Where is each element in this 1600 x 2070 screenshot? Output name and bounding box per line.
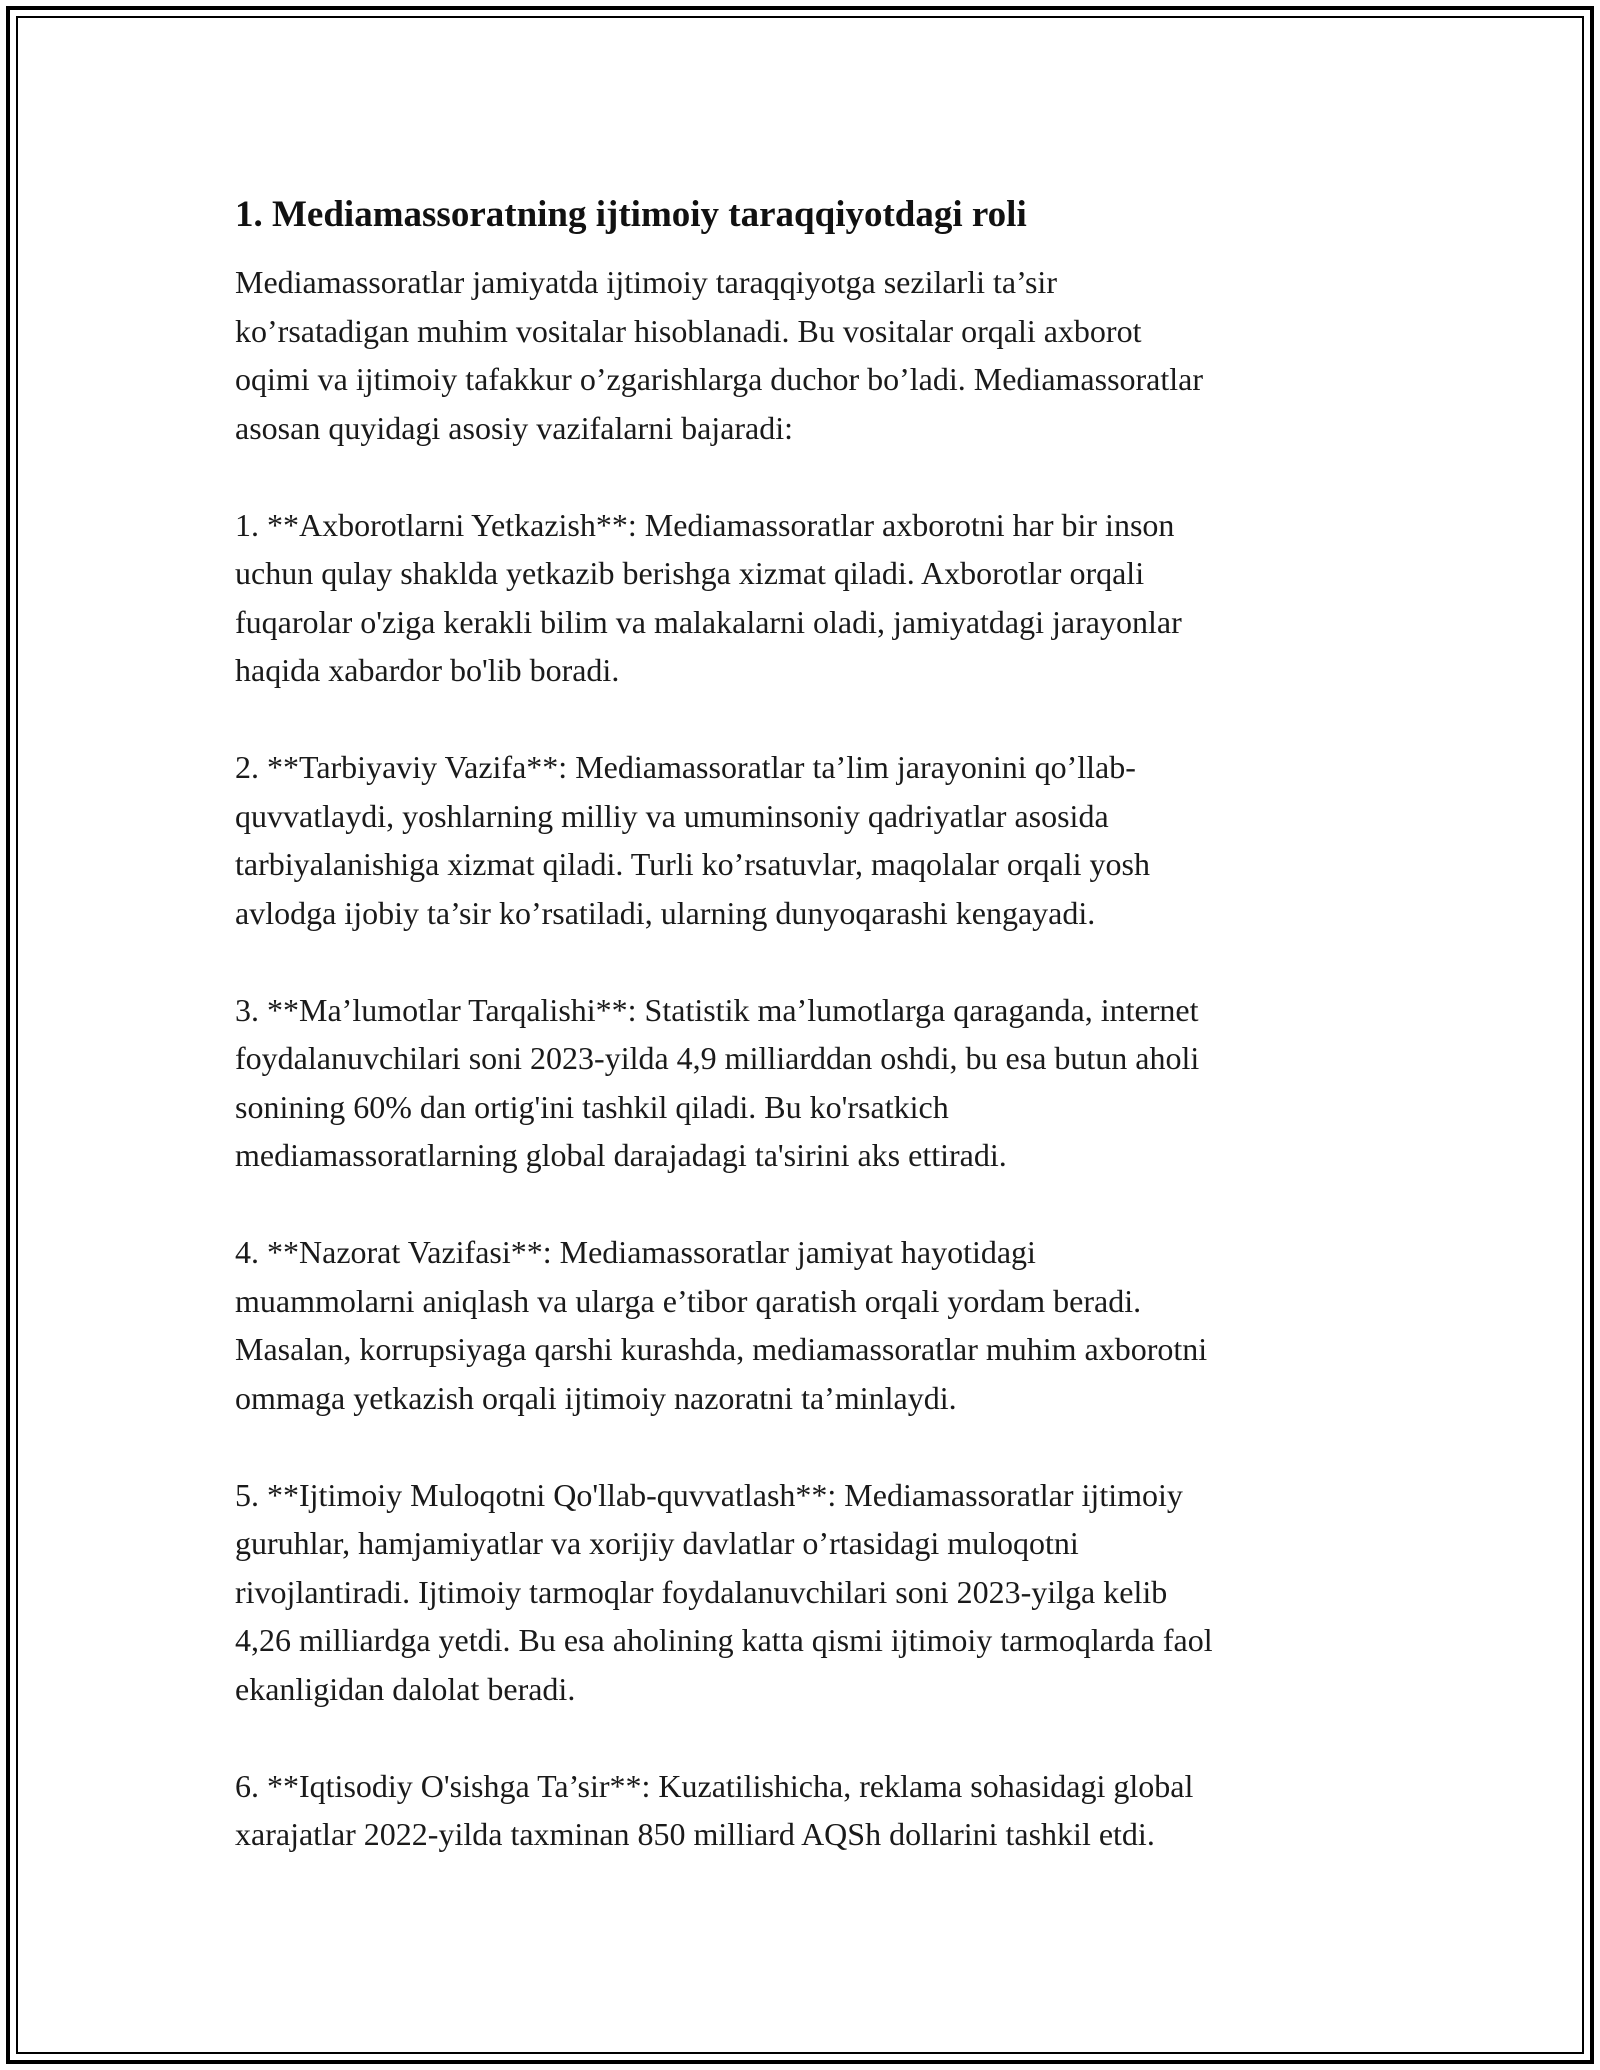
intro-paragraph: Mediamassoratlar jamiyatda ijtimoiy taraqqiyotga sezilarli ta’sir ko’rsatadigan muhim vositalar hisoblanadi. Bu vositalar orqali axborot oqimi va ijtimoiy tafakkur o’zgarishlarga duchor bo’ladi. Mediamassoratlar asosan quyidagi asosiy vazifalarni bajaradi: bbox=[235, 264, 1204, 446]
list-item-control-function: 4. **Nazorat Vazifasi**: Mediamassoratlar jamiyat hayotidagi muammolarni aniqlash va ularga e’tibor qaratish orqali yordam beradi. Masalan, korrupsiyaga qarshi kurashda, mediamassoratlar muhim axborotni ommaga yetkazish orqali ijtimoiy nazoratni ta’minlaydi. bbox=[235, 1234, 1208, 1416]
document-body bbox=[235, 186, 1365, 1907]
list-item-economic-growth: 6. **Iqtisodiy O'sishga Ta’sir**: Kuzatilishicha, reklama sohasidagi global xarajatlar 2022-yilda taxminan 850 milliard AQSh dollarini tashkil etdi. bbox=[235, 1767, 1194, 1852]
document-title: 1. Mediamassoratning ijtimoiy taraqqiyotdagi roli bbox=[235, 194, 1027, 235]
list-item-social-communication: 5. **Ijtimoiy Muloqotni Qo'llab-quvvatlash**: Mediamassoratlar ijtimoiy guruhlar, hamjamiyatlar va xorijiy davlatlar o’rtasidagi muloqotni rivojlantiradi. Ijtimoiy tarmoqlar foydalanuvchilari soni 2023-yilga kelib 4,26 milliardga yetdi. Bu esa aholining katta qismi ijtimoiy tarmoqlarda faol ekanligidan dalolat beradi. bbox=[235, 1476, 1213, 1707]
list-item-information-delivery: 1. **Axborotlarni Yetkazish**: Mediamassoratlar axborotni har bir inson uchun qulay shaklda yetkazib berishga xizmat qiladi. Axborotlar orqali fuqarolar o'ziga kerakli bilim va malakalarni oladi, jamiyatdagi jarayonlar haqida xabardor bo'lib boradi. bbox=[235, 506, 1182, 688]
list-item-information-spread: 3. **Ma’lumotlar Tarqalishi**: Statistik ma’lumotlarga qaraganda, internet foydalanuvchilari soni 2023-yilda 4,9 milliarddan oshdi, bu esa butun aholi sonining 60% dan ortig'ini tashkil qiladi. Bu ko'rsatkich mediamassoratlarning global darajadagi ta'sirini aks ettiradi. bbox=[235, 991, 1200, 1173]
list-item-educational-function: 2. **Tarbiyaviy Vazifa**: Mediamassoratlar ta’lim jarayonini qo’llab- quvvatlaydi, yoshlarning milliy va umuminsoniy qadriyatlar asosida tarbiyalanishiga xizmat qiladi. Turli ko’rsatuvlar, maqolalar orqali yosh avlodga ijobiy ta’sir ko’rsatiladi, ularning dunyoqarashi kengayadi. bbox=[235, 749, 1150, 931]
